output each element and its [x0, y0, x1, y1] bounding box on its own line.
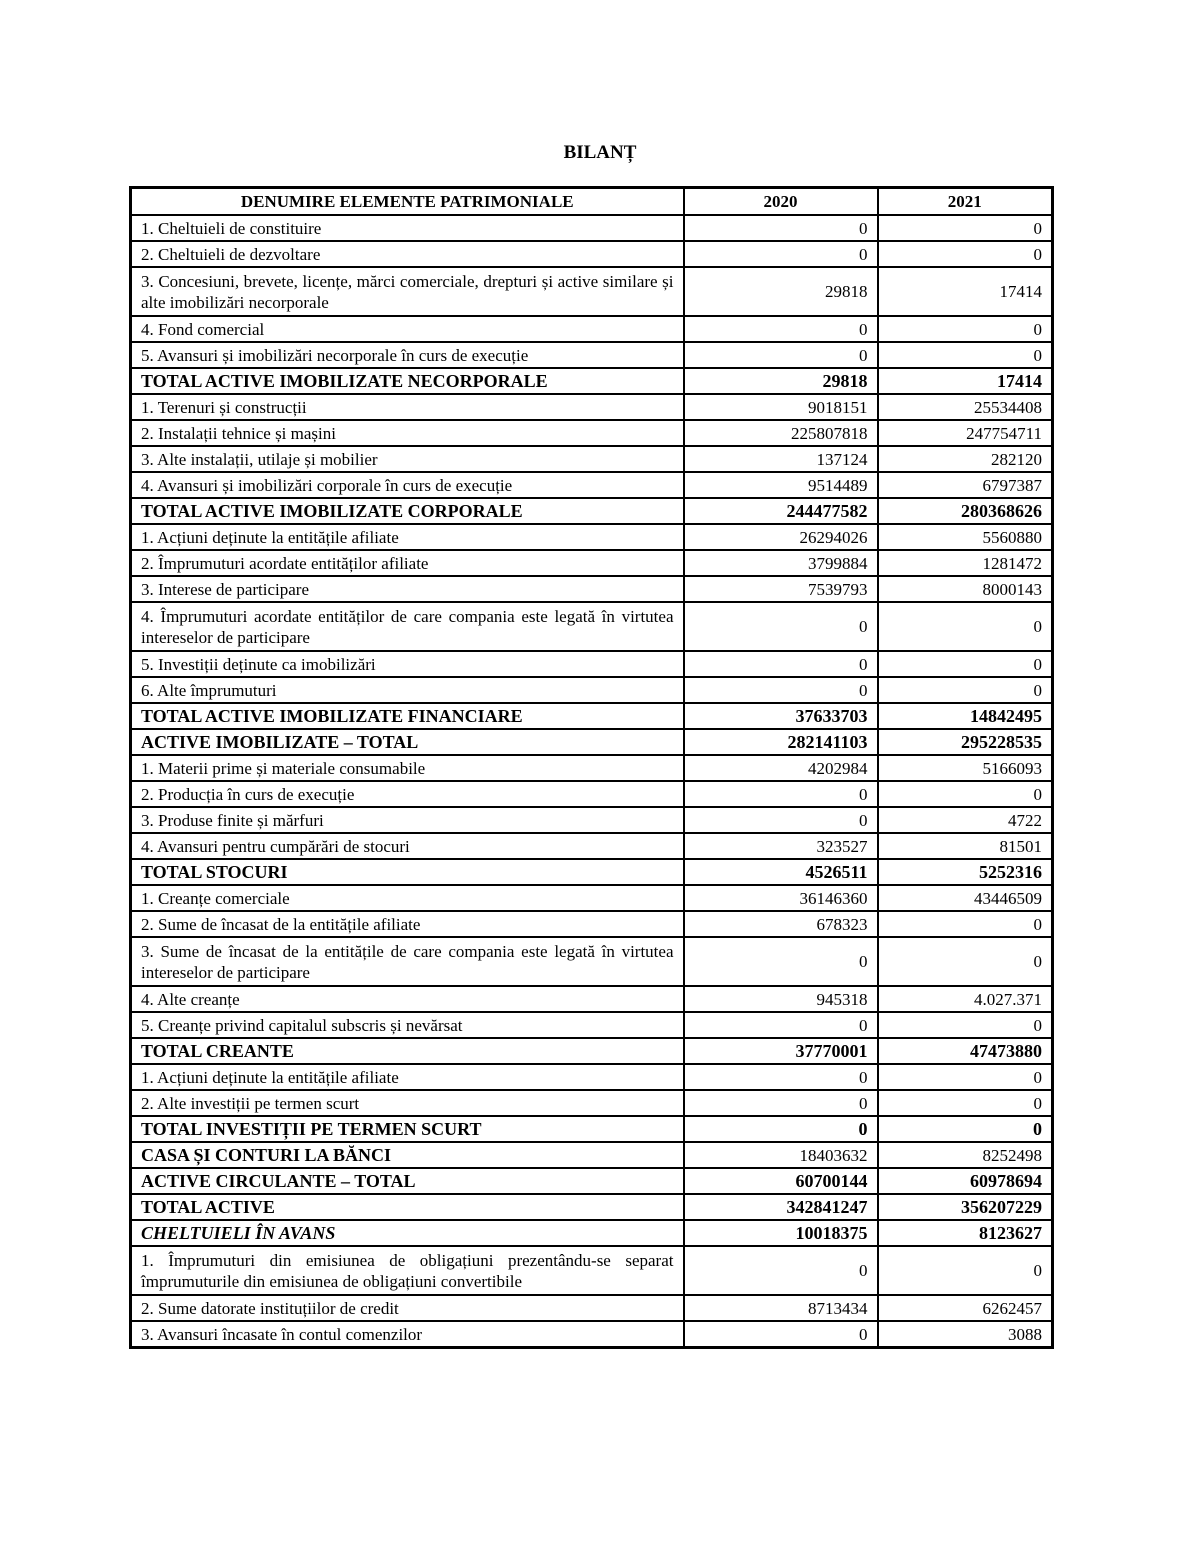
table-row: [131, 1142, 1053, 1168]
row-element-name: 3. Alte instalații, utilaje și mobilier: [131, 446, 684, 472]
row-element-name: TOTAL ACTIVE IMOBILIZATE NECORPORALE: [131, 368, 684, 394]
row-element-name: CASA ȘI CONTURI LA BĂNCI: [131, 1142, 684, 1168]
header-element-name: DENUMIRE ELEMENTE PATRIMONIALE: [131, 188, 684, 216]
row-value-2021: 43446509: [878, 885, 1053, 911]
row-value-2020: 3799884: [684, 550, 878, 576]
row-value-2020: 60700144: [684, 1168, 878, 1194]
row-element-name: 3. Sume de încasat de la entitățile de care compania este legată în virtutea intereselor de participare: [131, 937, 684, 986]
row-value-2020: 4526511: [684, 859, 878, 885]
row-value-2021: 282120: [878, 446, 1053, 472]
row-value-2021: 6262457: [878, 1295, 1053, 1321]
row-value-2021: 1281472: [878, 550, 1053, 576]
table-row: [131, 651, 1053, 677]
table-row: [131, 885, 1053, 911]
header-year-2020: 2020: [684, 188, 878, 216]
row-element-name: 2. Sume de încasat de la entitățile afiliate: [131, 911, 684, 937]
table-row: [131, 1168, 1053, 1194]
table-row: [131, 677, 1053, 703]
row-element-name: 3. Produse finite și mărfuri: [131, 807, 684, 833]
row-value-2020: 37770001: [684, 1038, 878, 1064]
table-row: [131, 1064, 1053, 1090]
row-value-2020: 18403632: [684, 1142, 878, 1168]
table-row: [131, 446, 1053, 472]
row-value-2021: 14842495: [878, 703, 1053, 729]
row-element-name: 4. Fond comercial: [131, 316, 684, 342]
row-value-2020: 0: [684, 342, 878, 368]
row-element-name: 3. Interese de participare: [131, 576, 684, 602]
row-element-name: TOTAL INVESTIȚII PE TERMEN SCURT: [131, 1116, 684, 1142]
table-row: [131, 316, 1053, 342]
row-value-2020: 244477582: [684, 498, 878, 524]
row-value-2021: 5166093: [878, 755, 1053, 781]
row-element-name: CHELTUIELI ÎN AVANS: [131, 1220, 684, 1246]
table-row: [131, 602, 1053, 651]
row-element-name: ACTIVE IMOBILIZATE – TOTAL: [131, 729, 684, 755]
row-value-2021: 280368626: [878, 498, 1053, 524]
table-row: [131, 1295, 1053, 1321]
row-value-2020: 0: [684, 1321, 878, 1348]
row-element-name: 2. Alte investiții pe termen scurt: [131, 1090, 684, 1116]
row-element-name: 1. Acțiuni deținute la entitățile afiliate: [131, 524, 684, 550]
table-row: [131, 1321, 1053, 1348]
table-row: [131, 1038, 1053, 1064]
row-value-2021: 60978694: [878, 1168, 1053, 1194]
table-row: [131, 833, 1053, 859]
row-value-2020: 9514489: [684, 472, 878, 498]
row-element-name: 4. Alte creanțe: [131, 986, 684, 1012]
row-element-name: 5. Creanțe privind capitalul subscris și nevărsat: [131, 1012, 684, 1038]
row-value-2021: 81501: [878, 833, 1053, 859]
row-value-2020: 9018151: [684, 394, 878, 420]
row-value-2021: 0: [878, 1012, 1053, 1038]
row-element-name: TOTAL ACTIVE IMOBILIZATE CORPORALE: [131, 498, 684, 524]
table-row: [131, 1116, 1053, 1142]
row-value-2020: 4202984: [684, 755, 878, 781]
table-row: [131, 911, 1053, 937]
table-row: [131, 859, 1053, 885]
table-row: [131, 755, 1053, 781]
row-element-name: 2. Cheltuieli de dezvoltare: [131, 241, 684, 267]
row-element-name: TOTAL ACTIVE: [131, 1194, 684, 1220]
table-row: [131, 729, 1053, 755]
row-value-2021: 3088: [878, 1321, 1053, 1348]
row-value-2020: 0: [684, 781, 878, 807]
table-row: [131, 781, 1053, 807]
table-row: [131, 1012, 1053, 1038]
row-value-2021: 5252316: [878, 859, 1053, 885]
table-row: [131, 986, 1053, 1012]
row-value-2021: 0: [878, 215, 1053, 241]
row-value-2021: 0: [878, 316, 1053, 342]
table-row: [131, 241, 1053, 267]
row-element-name: 2. Instalații tehnice și mașini: [131, 420, 684, 446]
row-element-name: 1. Acțiuni deținute la entitățile afiliate: [131, 1064, 684, 1090]
row-value-2021: 0: [878, 602, 1053, 651]
row-value-2020: 0: [684, 316, 878, 342]
table-row: [131, 807, 1053, 833]
table-row: [131, 342, 1053, 368]
row-element-name: 2. Producția în curs de execuție: [131, 781, 684, 807]
table-body: [131, 215, 1053, 1348]
row-value-2020: 0: [684, 1064, 878, 1090]
table-row: [131, 937, 1053, 986]
row-element-name: 2. Sume datorate instituțiilor de credit: [131, 1295, 684, 1321]
row-value-2021: 17414: [878, 267, 1053, 316]
row-value-2020: 0: [684, 677, 878, 703]
row-element-name: 5. Avansuri și imobilizări necorporale în curs de execuție: [131, 342, 684, 368]
row-element-name: 3. Concesiuni, brevete, licențe, mărci comerciale, drepturi și active similare și alte imobilizări necorporale: [131, 267, 684, 316]
row-value-2020: 0: [684, 602, 878, 651]
row-value-2020: 945318: [684, 986, 878, 1012]
row-value-2020: 0: [684, 1116, 878, 1142]
row-value-2021: 356207229: [878, 1194, 1053, 1220]
row-value-2020: 0: [684, 241, 878, 267]
table-row: [131, 1194, 1053, 1220]
row-value-2021: 8000143: [878, 576, 1053, 602]
row-value-2021: 8252498: [878, 1142, 1053, 1168]
header-year-2021: 2021: [878, 188, 1053, 216]
row-value-2021: 5560880: [878, 524, 1053, 550]
table-row: [131, 1246, 1053, 1295]
row-value-2020: 678323: [684, 911, 878, 937]
row-value-2020: 0: [684, 937, 878, 986]
table-header-row: [131, 188, 1053, 216]
row-value-2021: 47473880: [878, 1038, 1053, 1064]
row-value-2021: 0: [878, 677, 1053, 703]
row-value-2021: 0: [878, 781, 1053, 807]
row-element-name: 1. Terenuri și construcții: [131, 394, 684, 420]
row-element-name: 1. Materii prime și materiale consumabile: [131, 755, 684, 781]
row-value-2020: 323527: [684, 833, 878, 859]
table-row: [131, 576, 1053, 602]
row-value-2021: 0: [878, 911, 1053, 937]
table-row: [131, 1090, 1053, 1116]
row-value-2021: 8123627: [878, 1220, 1053, 1246]
table-row: [131, 368, 1053, 394]
row-value-2021: 4722: [878, 807, 1053, 833]
row-value-2020: 29818: [684, 368, 878, 394]
table-row: [131, 420, 1053, 446]
balance-sheet-table: [129, 186, 1054, 1349]
row-element-name: 4. Împrumuturi acordate entităților de care compania este legată în virtutea intereselor de participare: [131, 602, 684, 651]
row-value-2021: 0: [878, 1116, 1053, 1142]
row-element-name: 4. Avansuri pentru cumpărări de stocuri: [131, 833, 684, 859]
row-value-2020: 8713434: [684, 1295, 878, 1321]
row-value-2021: 0: [878, 1090, 1053, 1116]
row-value-2020: 0: [684, 1012, 878, 1038]
row-element-name: 3. Avansuri încasate în contul comenzilor: [131, 1321, 684, 1348]
row-value-2020: 37633703: [684, 703, 878, 729]
row-value-2020: 282141103: [684, 729, 878, 755]
row-value-2021: 0: [878, 651, 1053, 677]
row-value-2021: 6797387: [878, 472, 1053, 498]
row-element-name: 5. Investiții deținute ca imobilizări: [131, 651, 684, 677]
row-value-2021: 0: [878, 1246, 1053, 1295]
table-row: [131, 394, 1053, 420]
row-value-2020: 0: [684, 651, 878, 677]
row-value-2020: 0: [684, 807, 878, 833]
row-value-2020: 36146360: [684, 885, 878, 911]
row-value-2020: 0: [684, 215, 878, 241]
row-value-2020: 7539793: [684, 576, 878, 602]
row-value-2021: 0: [878, 1064, 1053, 1090]
table-row: [131, 267, 1053, 316]
table-row: [131, 1220, 1053, 1246]
row-value-2021: 0: [878, 937, 1053, 986]
row-value-2020: 29818: [684, 267, 878, 316]
row-value-2020: 10018375: [684, 1220, 878, 1246]
table-row: [131, 472, 1053, 498]
row-element-name: 1. Împrumuturi din emisiunea de obligațiuni prezentându-se separat împrumuturile din emisiunea de obligațiuni convertibile: [131, 1246, 684, 1295]
row-value-2021: 0: [878, 342, 1053, 368]
row-value-2020: 137124: [684, 446, 878, 472]
row-element-name: TOTAL CREANTE: [131, 1038, 684, 1064]
row-value-2020: 0: [684, 1090, 878, 1116]
row-value-2020: 26294026: [684, 524, 878, 550]
table-row: [131, 550, 1053, 576]
row-element-name: 6. Alte împrumuturi: [131, 677, 684, 703]
row-value-2021: 295228535: [878, 729, 1053, 755]
document-title: BILANȚ: [563, 142, 637, 163]
row-value-2020: 342841247: [684, 1194, 878, 1220]
row-element-name: ACTIVE CIRCULANTE – TOTAL: [131, 1168, 684, 1194]
row-value-2021: 247754711: [878, 420, 1053, 446]
row-value-2021: 0: [878, 241, 1053, 267]
row-element-name: 4. Avansuri și imobilizări corporale în curs de execuție: [131, 472, 684, 498]
row-value-2021: 17414: [878, 368, 1053, 394]
row-element-name: TOTAL STOCURI: [131, 859, 684, 885]
row-element-name: 1. Creanțe comerciale: [131, 885, 684, 911]
row-element-name: TOTAL ACTIVE IMOBILIZATE FINANCIARE: [131, 703, 684, 729]
row-value-2021: 25534408: [878, 394, 1053, 420]
row-value-2020: 225807818: [684, 420, 878, 446]
table-row: [131, 498, 1053, 524]
row-element-name: 2. Împrumuturi acordate entităților afiliate: [131, 550, 684, 576]
row-value-2021: 4.027.371: [878, 986, 1053, 1012]
row-value-2020: 0: [684, 1246, 878, 1295]
table-row: [131, 215, 1053, 241]
table-row: [131, 524, 1053, 550]
table-row: [131, 703, 1053, 729]
row-element-name: 1. Cheltuieli de constituire: [131, 215, 684, 241]
